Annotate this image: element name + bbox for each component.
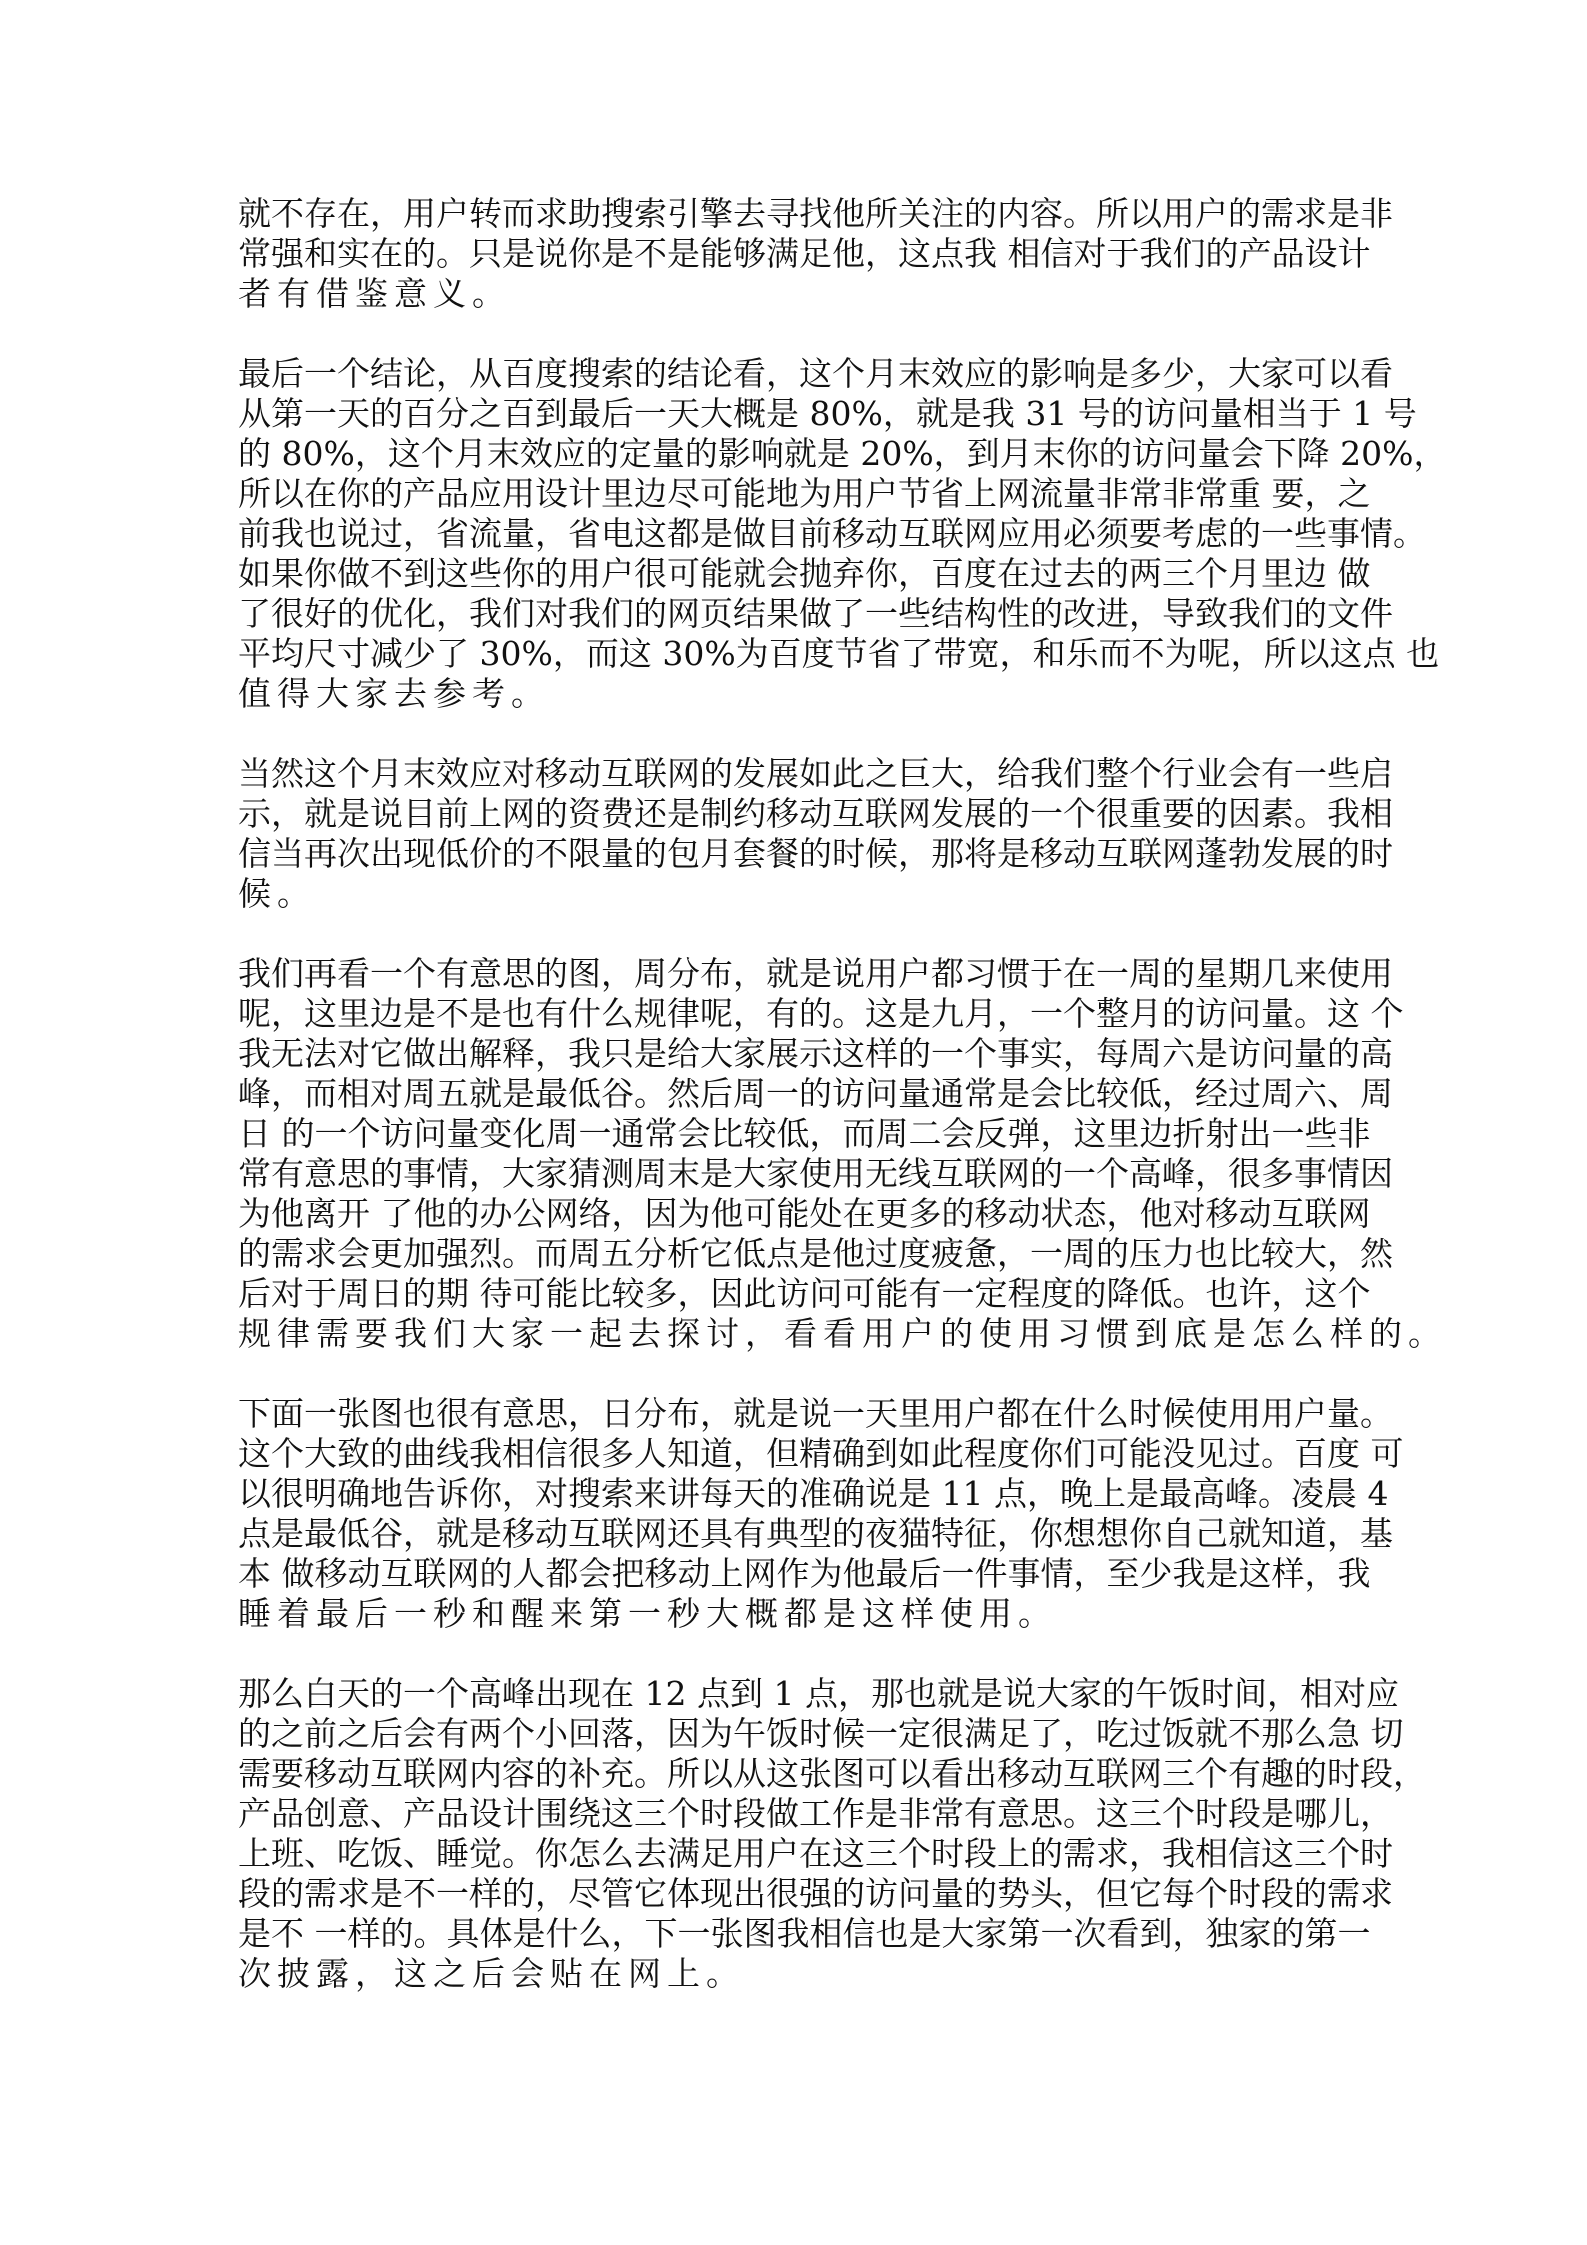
text-line: 需要移动互联网内容的补充。所以从这张图可以看出移动互联网三个有趣的时段，	[238, 1754, 1426, 1793]
text-line: 段的需求是不一样的，尽管它体现出很强的访问量的势头，但它每个时段的需求	[238, 1874, 1393, 1913]
paragraph-4	[238, 954, 1447, 1354]
text-line: 前我也说过，省流量，省电这都是做目前移动互联网应用必须要考虑的一些事情。	[238, 514, 1426, 553]
text-line: 如果你做不到这些你的用户很可能就会抛弃你，百度在过去的两三个月里边 做	[238, 554, 1371, 593]
text-line: 规律需要我们大家一起去探讨，看看用户的使用习惯到底是怎么样的。	[238, 1314, 1447, 1353]
text-line: 示，就是说目前上网的资费还是制约移动互联网发展的一个很重要的因素。我相	[238, 794, 1393, 833]
text-line: 睡着最后一秒和醒来第一秒大概都是这样使用。	[238, 1594, 1057, 1633]
text-line: 本 做移动互联网的人都会把移动上网作为他最后一件事情，至少我是这样，我	[238, 1554, 1371, 1593]
paragraph-5	[238, 1394, 1404, 1634]
text-line: 次披露，这之后会贴在网上。	[238, 1954, 745, 1993]
paragraph-3	[238, 754, 1393, 914]
text-line: 就不存在，用户转而求助搜索引擎去寻找他所关注的内容。所以用户的需求是非	[238, 194, 1393, 233]
text-line: 为他离开 了他的办公网络，因为他可能处在更多的移动状态，他对移动互联网	[238, 1194, 1371, 1233]
text-line: 呢，这里边是不是也有什么规律呢，有的。这是九月，一个整月的访问量。这 个	[238, 994, 1404, 1033]
text-line: 后对于周日的期 待可能比较多，因此访问可能有一定程度的降低。也许，这个	[238, 1274, 1371, 1313]
text-line: 的之前之后会有两个小回落，因为午饭时候一定很满足了，吃过饭就不那么急 切	[238, 1714, 1404, 1753]
document-page	[238, 194, 1447, 2034]
text-line: 了很好的优化，我们对我们的网页结果做了一些结构性的改进，导致我们的文件	[238, 594, 1393, 633]
text-line: 产品创意、产品设计围绕这三个时段做工作是非常有意思。这三个时段是哪儿，	[238, 1794, 1393, 1833]
text-line: 我们再看一个有意思的图，周分布，就是说用户都习惯于在一周的星期几来使用	[238, 954, 1393, 993]
text-line: 是不 一样的。具体是什么，下一张图我相信也是大家第一次看到，独家的第一	[238, 1914, 1371, 1953]
text-line: 平均尺寸减少了 30%，而这 30%为百度节省了带宽，和乐而不为呢，所以这点 也	[238, 634, 1440, 673]
text-line: 以很明确地告诉你，对搜索来讲每天的准确说是 11 点，晚上是最高峰。凌晨 4	[238, 1474, 1389, 1513]
text-line: 候。	[238, 874, 316, 913]
paragraph-2	[238, 354, 1447, 714]
text-line: 最后一个结论，从百度搜索的结论看，这个月末效应的影响是多少，大家可以看	[238, 354, 1393, 393]
paragraph-6	[238, 1674, 1426, 1994]
text-line: 常有意思的事情，大家猜测周末是大家使用无线互联网的一个高峰，很多事情因	[238, 1154, 1393, 1193]
text-line: 我无法对它做出解释，我只是给大家展示这样的一个事实，每周六是访问量的高	[238, 1034, 1393, 1073]
text-line: 的需求会更加强烈。而周五分析它低点是他过度疲惫，一周的压力也比较大，然	[238, 1234, 1393, 1273]
text-line: 下面一张图也很有意思，日分布，就是说一天里用户都在什么时候使用用户量。	[238, 1394, 1393, 1433]
text-line: 常强和实在的。只是说你是不是能够满足他，这点我 相信对于我们的产品设计	[238, 234, 1371, 273]
text-line: 日 的一个访问量变化周一通常会比较低，而周二会反弹，这里边折射出一些非	[238, 1114, 1371, 1153]
text-line: 那么白天的一个高峰出现在 12 点到 1 点，那也就是说大家的午饭时间，相对应	[238, 1674, 1399, 1713]
text-line: 从第一天的百分之百到最后一天大概是 80%，就是我 31 号的访问量相当于 1 号	[238, 394, 1417, 433]
text-line: 当然这个月末效应对移动互联网的发展如此之巨大，给我们整个行业会有一些启	[238, 754, 1393, 793]
text-line: 点是最低谷，就是移动互联网还具有典型的夜猫特征，你想想你自己就知道，基	[238, 1514, 1393, 1553]
text-line: 上班、吃饭、睡觉。你怎么去满足用户在这三个时段上的需求，我相信这三个时	[238, 1834, 1393, 1873]
text-line: 峰，而相对周五就是最低谷。然后周一的访问量通常是会比较低，经过周六、周	[238, 1074, 1393, 1113]
paragraph-1	[238, 194, 1393, 314]
text-line: 值得大家去参考。	[238, 674, 550, 713]
text-line: 所以在你的产品应用设计里边尽可能地为用户节省上网流量非常非常重 要，之	[238, 474, 1371, 513]
text-line: 信当再次出现低价的不限量的包月套餐的时候，那将是移动互联网蓬勃发展的时	[238, 834, 1393, 873]
text-line: 的 80%，这个月末效应的定量的影响就是 20%，到月末你的访问量会下降 20%，	[238, 434, 1447, 473]
text-line: 者有借鉴意义。	[238, 274, 511, 313]
text-line: 这个大致的曲线我相信很多人知道，但精确到如此程度你们可能没见过。百度 可	[238, 1434, 1404, 1473]
